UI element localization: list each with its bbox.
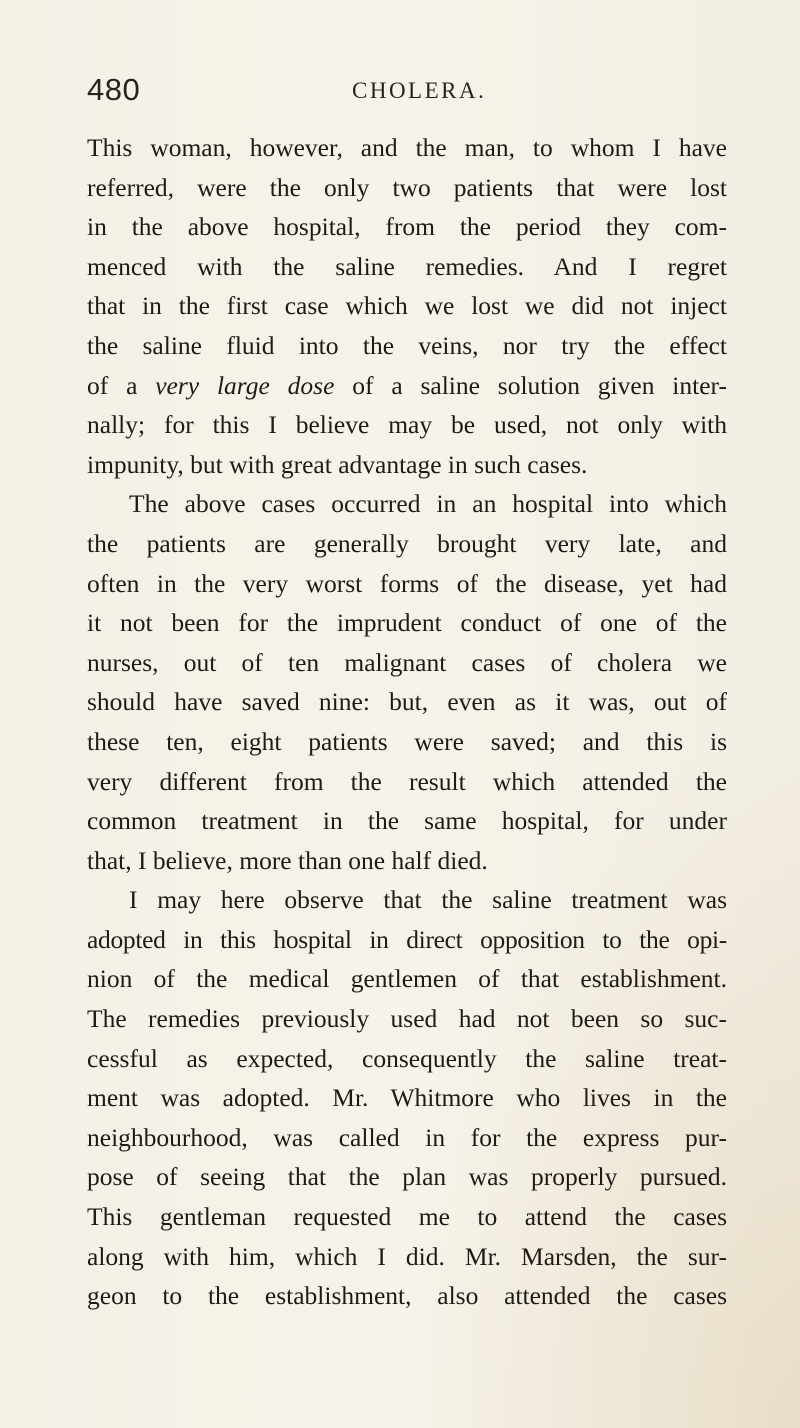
- body-text: [87, 128, 727, 1316]
- text-line: nally; for this I believe may be used, not only with: [87, 410, 727, 440]
- text-line: that in the first case which we lost we did not inject: [87, 291, 727, 321]
- text-run: of a saline solution given inter-: [334, 370, 727, 400]
- text-line: along with him, which I did. Mr. Marsden, the sur-: [87, 1241, 727, 1271]
- paragraph-start-line: I may here observe that the saline treatment was: [129, 885, 727, 915]
- text-line: it not been for the imprudent conduct of one of the: [87, 608, 727, 638]
- text-line: adopted in this hospital in direct opposition to the opi-: [87, 924, 727, 954]
- running-head: [87, 72, 713, 112]
- text-line: pose of seeing that the plan was properly pursued.: [87, 1162, 727, 1192]
- paragraph-start-line: The above cases occurred in an hospital into which: [129, 489, 727, 519]
- text-line: referred, were the only two patients that were lost: [87, 172, 727, 202]
- text-line: This woman, however, and the man, to whom I have: [87, 133, 727, 162]
- paragraph-end-line: impunity, but with great advantage in such cases.: [87, 449, 588, 479]
- text-line: [87, 366, 727, 406]
- italic-emphasis: very large dose: [155, 370, 335, 400]
- text-line: in the above hospital, from the period they com-: [87, 212, 727, 242]
- text-line: geon to the establishment, also attended the cases: [87, 1281, 727, 1311]
- text-line: cessful as expected, consequently the saline treat-: [87, 1043, 727, 1073]
- text-line: often in the very worst forms of the disease, yet had: [87, 568, 727, 598]
- running-title: CHOLERA.: [352, 78, 487, 103]
- page-number: 480: [87, 72, 141, 107]
- text-line: This gentleman requested me to attend the cases: [87, 1202, 727, 1232]
- text-line: the saline fluid into the veins, nor try the effect: [87, 330, 727, 360]
- text-line: very different from the result which attended the: [87, 766, 727, 796]
- text-line: the patients are generally brought very late, and: [87, 528, 727, 558]
- text-line: ment was adopted. Mr. Whitmore who lives in the: [87, 1083, 727, 1113]
- text-line: menced with the saline remedies. And I regret: [87, 251, 727, 281]
- text-line: should have saved nine: but, even as it was, out of: [87, 687, 727, 717]
- text-line: nurses, out of ten malignant cases of cholera we: [87, 647, 727, 677]
- text-line: The remedies previously used had not been so suc-: [87, 1004, 727, 1034]
- text-run: of a: [87, 370, 156, 400]
- text-line: these ten, eight patients were saved; and this is: [87, 726, 727, 756]
- text-line: nion of the medical gentlemen of that establishment.: [87, 964, 727, 994]
- text-line: neighbourhood, was called in for the express pur-: [87, 1122, 727, 1152]
- text-line: common treatment in the same hospital, for under: [87, 806, 727, 836]
- paragraph-end-line: that, I believe, more than one half died.: [87, 845, 488, 875]
